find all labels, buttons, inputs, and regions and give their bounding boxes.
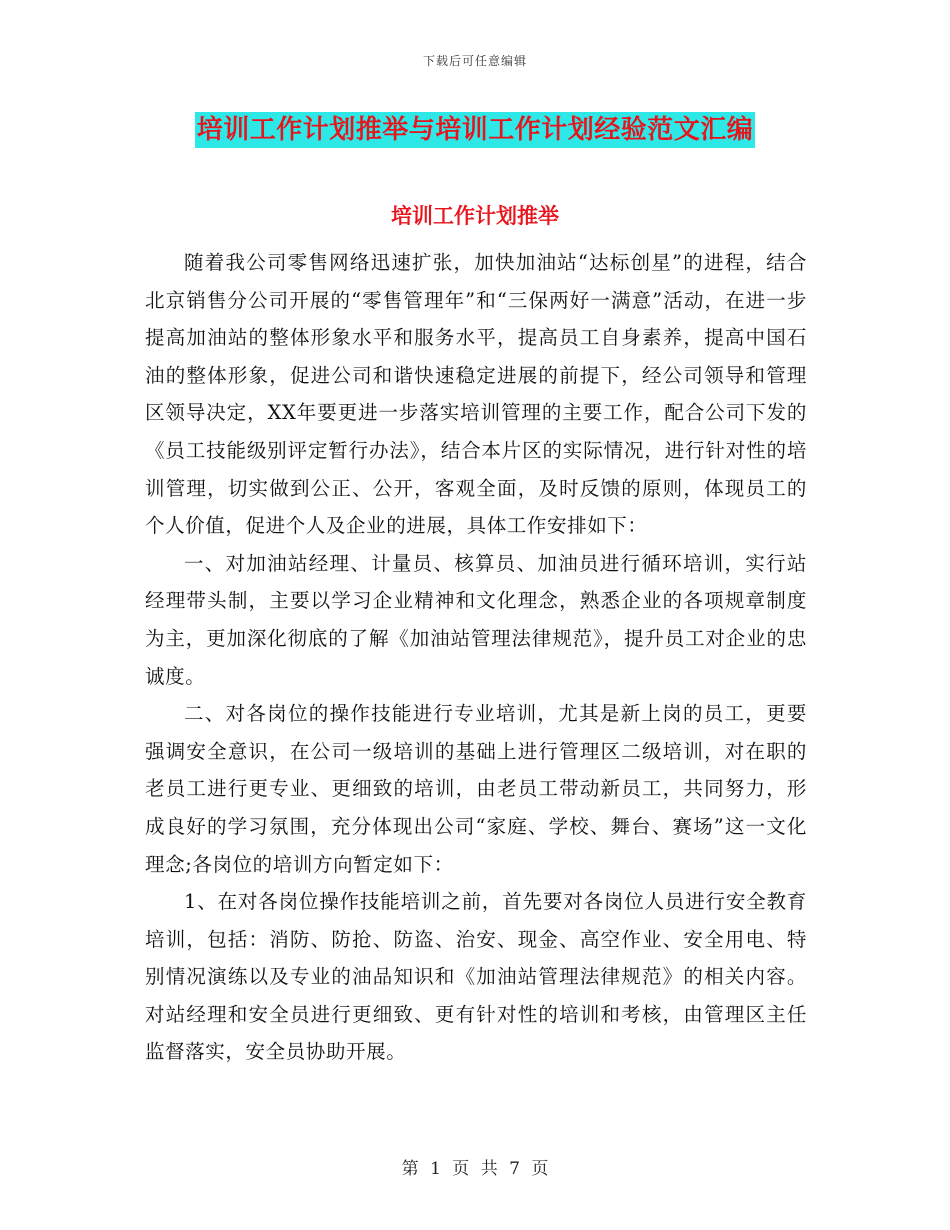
document-title-container bbox=[0, 112, 950, 148]
paragraph-item-2: 二、对各岗位的操作技能进行专业培训，尤其是新上岗的员工，更要强调安全意识，在公司一级培训的基础上进行管理区二级培训，对在职的老员工进行更专业、更细致的培训，由老员工带动新员工，共同努力，形成良好的学习氛围，充分体现出公司“家庭、学校、舞台、赛场”这一文化理念;各岗位的培训方向暂定如下： bbox=[145, 702, 807, 876]
page-number-footer: 第 1 页 共 7 页 bbox=[401, 1159, 549, 1179]
paragraph-item-1: 一、对加油站经理、计量员、核算员、加油员进行循环培训，实行站经理带头制，主要以学习企业精神和文化理念，熟悉企业的各项规章制度为主，更加深化彻底的了解《加油站管理法律规范》，提升员工对企业的忠诚度。 bbox=[145, 551, 807, 688]
document-title: 培训工作计划推举与培训工作计划经验范文汇编 bbox=[195, 112, 756, 148]
paragraph-intro: 随着我公司零售网络迅速扩张，加快加油站“达标创星”的进程，结合北京销售分公司开展的“零售管理年”和“三保两好一满意”活动，在进一步提高加油站的整体形象水平和服务水平，提高员工自身素养，提高中国石油的整体形象，促进公司和谐快速稳定进展的前提下，经公司领导和管理区领导决定，XX年要更进一步落实培训管理的主要工作，配合公司下发的《员工技能级别评定暂行办法》，结合本片区的实际情况，进行针对性的培训管理，切实做到公正、公开，客观全面，及时反馈的原则，体现员工的个人价值，促进个人及企业的进展，具体工作安排如下： bbox=[145, 251, 807, 538]
paragraph-subitem-1: 1、在对各岗位操作技能培训之前，首先要对各岗位人员进行安全教育培训，包括：消防、防抢、防盗、治安、现金、高空作业、安全用电、特别情况演练以及专业的油品知识和《加油站管理法律规范》的相关内容。对站经理和安全员进行更细致、更有针对性的培训和考核，由管理区主任监督落实，安全员协助开展。 bbox=[145, 890, 807, 1064]
header-note: 下载后可任意编辑 bbox=[422, 54, 527, 68]
section-title: 培训工作计划推举 bbox=[391, 204, 559, 228]
document-body bbox=[145, 244, 807, 1071]
